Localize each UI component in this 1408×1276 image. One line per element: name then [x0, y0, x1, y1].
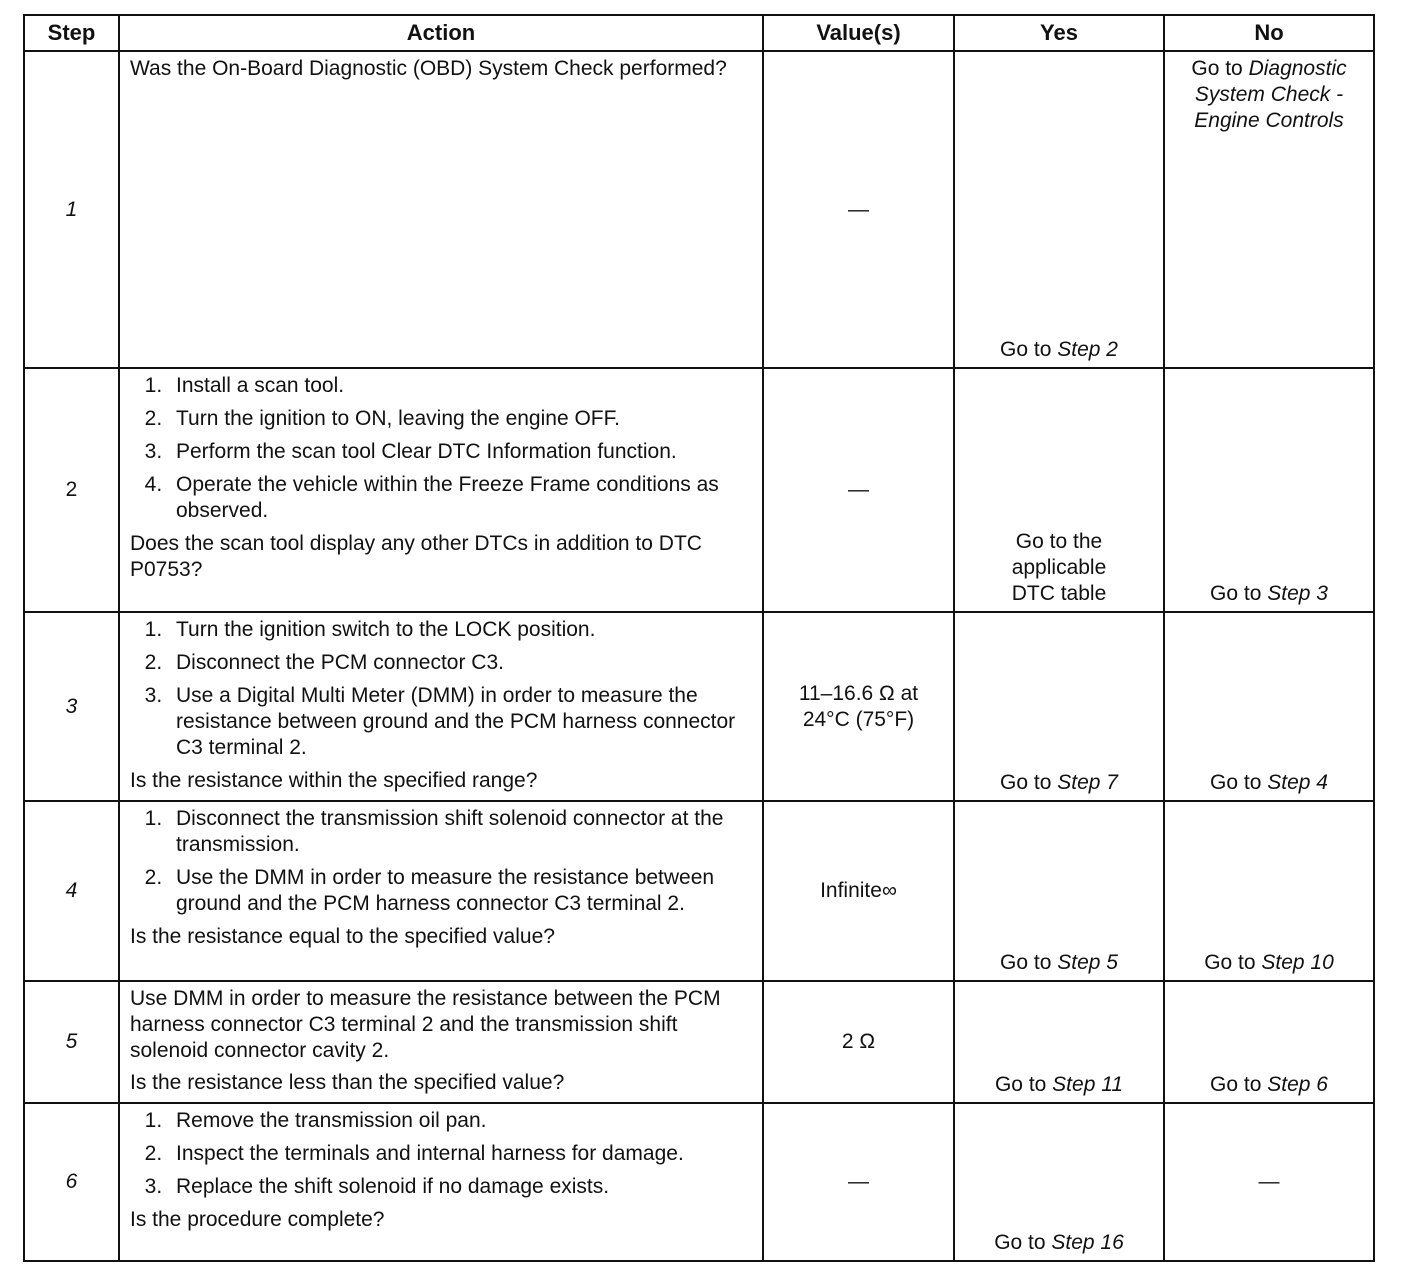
action-cell	[119, 981, 763, 1103]
list-item: 2. Inspect the terminals and internal harness for damage.	[168, 1141, 752, 1167]
list-item: 2. Disconnect the PCM connector C3.	[168, 650, 752, 676]
list-item: 3. Use a Digital Multi Meter (DMM) in order to measure the resistance between ground and the PCM harness connector C3 terminal 2.	[168, 683, 752, 761]
no-cell: Go to Step 6	[1164, 981, 1374, 1103]
yes-link[interactable]: Step 16	[1051, 1231, 1124, 1254]
action-steps	[130, 373, 752, 524]
action-question: Does the scan tool display any other DTCs in addition to DTC P0753?	[130, 532, 702, 581]
table-row	[24, 51, 1374, 368]
step-number: 4	[24, 801, 119, 981]
list-item: 2. Use the DMM in order to measure the resistance between ground and the PCM harness connector C3 terminal 2.	[168, 865, 752, 917]
no-link[interactable]: Step 10	[1261, 951, 1334, 974]
list-item: 1. Disconnect the transmission shift solenoid connector at the transmission.	[168, 806, 752, 858]
yes-text[interactable]: Go to the applicable DTC table	[1011, 530, 1107, 605]
yes-link[interactable]: Step 5	[1057, 951, 1118, 974]
table-row	[24, 368, 1374, 612]
action-steps	[130, 617, 752, 761]
list-item: 1. Install a scan tool.	[168, 373, 752, 399]
no-cell: Go to Diagnostic System Check - Engine Controls	[1164, 51, 1374, 368]
action-cell	[119, 612, 763, 801]
action-question: Is the procedure complete?	[130, 1208, 385, 1231]
list-item: 4. Operate the vehicle within the Freeze Frame conditions as observed.	[168, 472, 752, 524]
table-row	[24, 612, 1374, 801]
action-question: Is the resistance within the specified range?	[130, 769, 538, 792]
step-number: 2	[24, 368, 119, 612]
value-cell: —	[763, 1103, 954, 1261]
action-question: Is the resistance less than the specified value?	[130, 1071, 565, 1094]
header-action: Action	[119, 15, 763, 51]
table-row	[24, 801, 1374, 981]
yes-cell: Go to Step 7	[954, 612, 1164, 801]
yes-link[interactable]: Step 7	[1057, 771, 1118, 794]
no-cell: —	[1164, 1103, 1374, 1261]
list-item: 1. Turn the ignition switch to the LOCK position.	[168, 617, 752, 643]
action-cell	[119, 51, 763, 368]
step-number: 1	[24, 51, 119, 368]
value-cell: 11–16.6 Ω at 24°C (75°F)	[763, 612, 954, 801]
no-link[interactable]: Step 4	[1267, 771, 1328, 794]
yes-link[interactable]: Step 2	[1057, 338, 1118, 361]
action-steps	[130, 806, 752, 917]
action-text: Was the On-Board Diagnostic (OBD) System Check performed?	[130, 57, 727, 80]
value-cell: —	[763, 51, 954, 368]
table-row	[24, 1103, 1374, 1261]
no-link[interactable]: Step 3	[1267, 582, 1328, 605]
step-number: 6	[24, 1103, 119, 1261]
action-cell	[119, 1103, 763, 1261]
header-row	[24, 15, 1374, 51]
no-cell: Go to Step 3	[1164, 368, 1374, 612]
yes-cell: Go to Step 16	[954, 1103, 1164, 1261]
header-yes: Yes	[954, 15, 1164, 51]
yes-cell: Go to Step 5	[954, 801, 1164, 981]
action-question: Is the resistance equal to the specified value?	[130, 925, 555, 948]
list-item: 2. Turn the ignition to ON, leaving the engine OFF.	[168, 406, 752, 432]
step-number: 3	[24, 612, 119, 801]
value-cell: —	[763, 368, 954, 612]
yes-link[interactable]: Step 11	[1052, 1073, 1124, 1096]
step-number: 5	[24, 981, 119, 1103]
no-cell: Go to Step 4	[1164, 612, 1374, 801]
header-values: Value(s)	[763, 15, 954, 51]
header-no: No	[1164, 15, 1374, 51]
header-step: Step	[24, 15, 119, 51]
action-text: Use DMM in order to measure the resistance between the PCM harness connector C3 terminal 2 and the transmission shift solenoid connector cavity 2.	[130, 987, 721, 1062]
action-cell	[119, 801, 763, 981]
action-cell	[119, 368, 763, 612]
list-item: 1. Remove the transmission oil pan.	[168, 1108, 752, 1134]
table-row	[24, 981, 1374, 1103]
action-steps	[130, 1108, 752, 1200]
list-item: 3. Perform the scan tool Clear DTC Information function.	[168, 439, 752, 465]
no-link[interactable]: Diagnostic System Check - Engine Controls	[1194, 57, 1347, 132]
no-link[interactable]: Step 6	[1267, 1073, 1328, 1096]
yes-cell: Go to Step 11	[954, 981, 1164, 1103]
no-cell: Go to Step 10	[1164, 801, 1374, 981]
list-item: 3. Replace the shift solenoid if no damage exists.	[168, 1174, 752, 1200]
value-cell: 2 Ω	[763, 981, 954, 1103]
diagnostic-table	[23, 14, 1375, 1262]
yes-cell	[954, 368, 1164, 612]
value-cell: Infinite∞	[763, 801, 954, 981]
yes-cell: Go to Step 2	[954, 51, 1164, 368]
